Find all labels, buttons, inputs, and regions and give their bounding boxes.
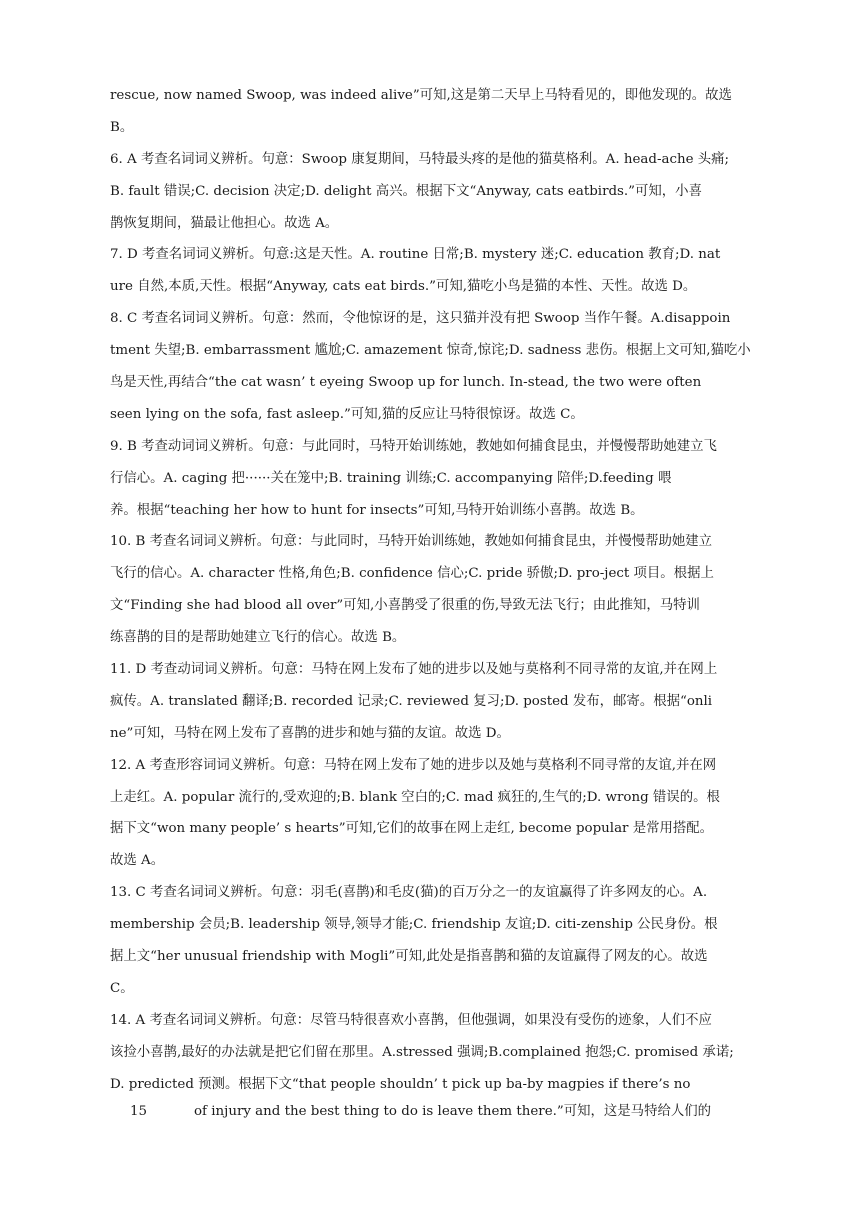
text-line: 文“Finding she had blood all over”可知,小喜鹊受了很重的伤,导致无法飞行；由此推知，马特训 — [110, 598, 700, 614]
text-line: 9. B 考查动词词义辨析。句意：与此同时，马特开始训练她，教她如何捕食昆虫，并慢慢帮助她建立飞 — [110, 438, 717, 454]
text-line: 故选 A。 — [110, 853, 165, 869]
text-line: 鹊恢复期间，猫最让他担心。故选 A。 — [110, 215, 339, 231]
text-line: B. fault 错误;C. decision 决定;D. delight 高兴。根据下文“Anyway, cats eatbirds.”可知，小喜 — [110, 183, 702, 199]
text-line: 该捡小喜鹊,最好的办法就是把它们留在那里。A.stressed 强调;B.complained 抱怨;C. promised 承诺; — [110, 1044, 734, 1060]
text-line: 飞行的信心。A. character 性格,角色;B. confidence 信心;C. pride 骄傲;D. pro-ject 项目。根据上 — [110, 566, 714, 582]
text-line: membership 会员;B. leadership 领导,领导才能;C. friendship 友谊;D. citi-zenship 公民身份。根 — [110, 917, 718, 933]
text-line: ne”可知，马特在网上发布了喜鹊的进步和她与猫的友谊。故选 D。 — [110, 725, 510, 741]
page-number: 15 — [130, 1104, 148, 1119]
text-line: D. predicted 预测。根据下文“that people shouldn’ t pick up ba-by magpies if there’s no — [110, 1076, 691, 1092]
text-line: 练喜鹊的目的是帮助她建立飞行的信心。故选 B。 — [110, 630, 406, 646]
footer-text: of injury and the best thing to do is leave them there.”可知，这是马特给人们的 — [194, 1104, 712, 1119]
text-line: 6. A 考查名词词义辨析。句意：Swoop 康复期间，马特最头疼的是他的猫莫格利。A. head-ache 头痛; — [110, 151, 730, 167]
text-line: 13. C 考查名词词义辨析。句意：羽毛(喜鹊)和毛皮(猫)的百万分之一的友谊赢得了许多网友的心。A. — [110, 885, 708, 901]
text-line: 7. D 考查名词词义辨析。句意:这是天性。A. routine 日常;B. mystery 迷;C. education 教育;D. nat — [110, 247, 721, 263]
text-line: 14. A 考查名词词义辨析。句意：尽管马特很喜欢小喜鹊，但他强调，如果没有受伤的迹象，人们不应 — [110, 1012, 712, 1028]
text-line: B。 — [110, 119, 134, 135]
text-line: ure 自然,本质,天性。根据“Anyway, cats eat birds.”可知,猫吃小鸟是猫的本性、天性。故选 D。 — [110, 279, 697, 295]
text-line: C。 — [110, 980, 134, 996]
text-line: seen lying on the sofa, fast asleep.”可知,猫的反应让马特很惊讶。故选 C。 — [110, 406, 584, 422]
text-line: 8. C 考查名词词义辨析。句意：然而，令他惊讶的是，这只猫并没有把 Swoop 当作午餐。A.disappoin — [110, 311, 731, 327]
text-line: tment 失望;B. embarrassment 尴尬;C. amazement 惊奇,惊诧;D. sadness 悲伤。根据上文可知,猫吃小 — [110, 343, 751, 359]
text-line: rescue, now named Swoop, was indeed alive”可知,这是第二天早上马特看见的，即他发现的。故选 — [110, 88, 732, 103]
text-line: 12. A 考查形容词词义辨析。句意：马特在网上发布了她的进步以及她与莫格利不同寻常的友谊,并在网 — [110, 757, 717, 773]
text-line: 上走红。A. popular 流行的,受欢迎的;B. blank 空白的;C. mad 疯狂的,生气的;D. wrong 错误的。根 — [110, 789, 720, 805]
text-line: 据下文“won many people’ s hearts”可知,它们的故事在网上走红, become popular 是常用搭配。 — [110, 821, 714, 837]
text-line: 11. D 考查动词词义辨析。句意：马特在网上发布了她的进步以及她与莫格利不同寻常的友谊,并在网上 — [110, 662, 718, 678]
text-line: 鸟是天性,再结合“the cat wasn’ t eyeing Swoop up for lunch. In-stead, the two were often — [110, 375, 702, 391]
text-line: 据上文“her unusual friendship with Mogli”可知,此处是指喜鹊和猫的友谊赢得了网友的心。故选 — [110, 949, 708, 965]
text-line: 疯传。A. translated 翻译;B. recorded 记录;C. reviewed 复习;D. posted 发布，邮寄。根据“onli — [110, 693, 713, 709]
text-line: 行信心。A. caging 把······关在笼中;B. training 训练;C. accompanying 陪伴;D.feeding 喂 — [110, 470, 672, 486]
document-body — [110, 80, 800, 1101]
text-line: 10. B 考查名词词义辨析。句意：与此同时，马特开始训练她，教她如何捕食昆虫，并慢慢帮助她建立 — [110, 534, 713, 550]
text-line: 养。根据“teaching her how to hunt for insects”可知,马特开始训练小喜鹊。故选 B。 — [110, 502, 644, 518]
footer-line — [130, 1096, 810, 1128]
